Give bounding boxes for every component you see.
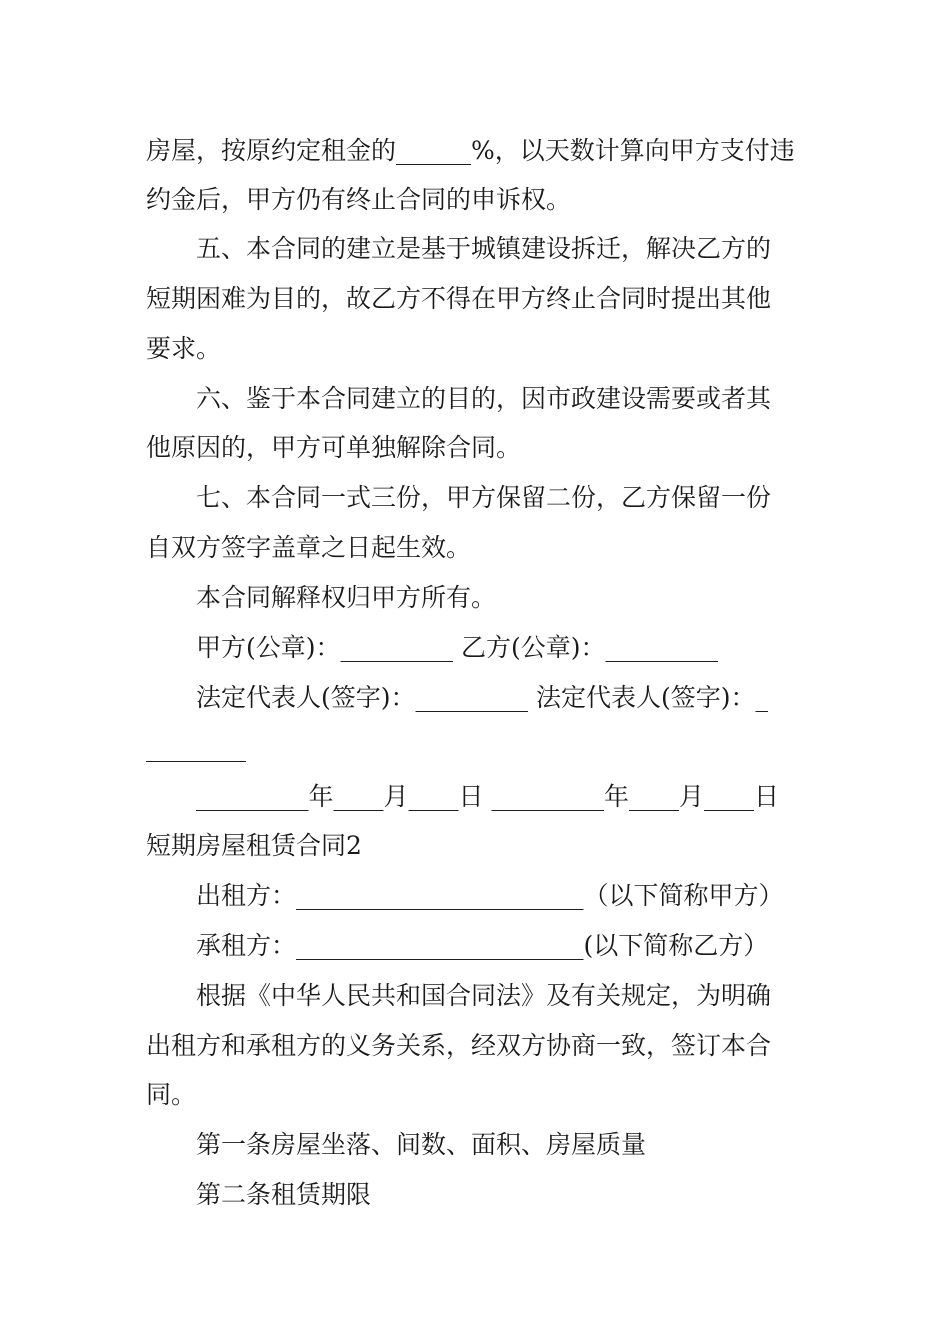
text-line: 房屋，按原约定租金的______%，以天数计算向甲方支付违 (146, 136, 795, 165)
paragraph-six: 六、鉴于本合同建立的目的，因市政建设需要或者其 (196, 384, 772, 413)
text-line: 约金后，甲方仍有终止合同的申诉权。 (146, 185, 572, 214)
signature-line: 法定代表人(签字)：_________ 法定代表人(签字)：_ (196, 683, 768, 712)
section-title: 短期房屋租赁合同2 (146, 831, 362, 860)
text-line: 出租方和承租方的义务关系，经双方协商一致，签订本合 (146, 1031, 772, 1060)
signature-line-continued: ________ (146, 733, 246, 762)
text-line: 同。 (146, 1080, 197, 1109)
preamble-paragraph: 根据《中华人民共和国合同法》及有关规定，为明确 (196, 981, 772, 1010)
text-line: 自双方签字盖章之日起生效。 (146, 533, 472, 562)
paragraph-seven: 七、本合同一式三份，甲方保留二份，乙方保留一份 (196, 483, 772, 512)
text-line: 要求。 (146, 334, 222, 363)
lessee-line: 承租方：_______________________(以下简称乙方） (196, 931, 769, 960)
article-one: 第一条房屋坐落、间数、面积、房屋质量 (196, 1130, 647, 1159)
seal-line: 甲方(公章)：_________ 乙方(公章)：_________ (196, 633, 718, 662)
text-line: 短期困难为目的，故乙方不得在甲方终止合同时提出其他 (146, 284, 772, 313)
article-two: 第二条租赁期限 (196, 1180, 372, 1209)
date-line: _________年____月____日 _________年____月____日 (196, 782, 779, 811)
interpretation-clause: 本合同解释权归甲方所有。 (196, 583, 497, 612)
paragraph-five: 五、本合同的建立是基于城镇建设拆迁，解决乙方的 (196, 234, 772, 263)
text-line: 他原因的，甲方可单独解除合同。 (146, 433, 522, 462)
lessor-line: 出租方：_______________________（以下简称甲方） (196, 881, 784, 910)
